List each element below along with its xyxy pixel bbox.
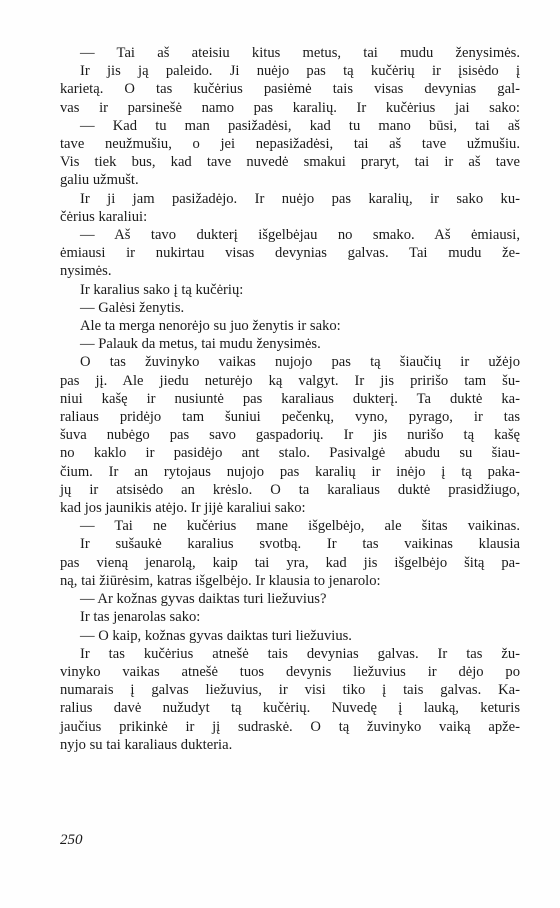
text-line: — O kaip, kožnas gyvas daiktas turi liežuvius. <box>80 627 352 644</box>
text-line: ralius davė nužudyt tą kučėrių. Nuvedę į lauką, keturis <box>60 700 520 717</box>
text-line: jų ir atsisėdo an krėslo. O ta karaliaus duktė prasidžiugo, <box>60 481 520 498</box>
text-line: — Kad tu man pasižadėsi, kad tu mano būsi, tai aš <box>80 117 520 134</box>
text-line: Ir jis ją paleido. Ji nuėjo pas tą kučėrių ir įsisėdo į <box>80 63 520 80</box>
text-line: karietą. O tas kučėrius pasiėmė tais visas devynias gal- <box>60 81 520 98</box>
text-line: — Galėsi ženytis. <box>80 299 185 316</box>
text-line: pas jį. Ale jiedu neturėjo ką valgyt. Ir jis pririšo tam šu- <box>60 372 520 389</box>
text-line: pas vieną jenarolą, kaip tai yra, kad jis išgelbėjo šitą pa- <box>60 554 520 571</box>
text-line: nysimės. <box>60 263 112 280</box>
text-line: — Ar kožnas gyvas daiktas turi liežuvius? <box>80 591 327 608</box>
text-line: raliaus pridėjo tam šuniui pečenkų, vyno, pyrago, ir tas <box>60 409 520 426</box>
text-line: šuva nubėgo pas savo gaspadorių. Ir jis nurišo tą kašę <box>60 427 520 444</box>
text-line: čėrius karaliui: <box>60 208 148 225</box>
text-line: vas ir parsinešė namo pas karalių. Ir kučėrius jai sako: <box>60 99 520 116</box>
page-body-text <box>60 44 520 754</box>
text-line: tave neužmušiu, o jei nepasižadėsi, tai aš tave užmušiu. <box>60 136 520 153</box>
text-line: Ir tas kučėrius atnešė tais devynias galvas. Ir tas žu- <box>80 645 520 662</box>
text-line: O tas žuvinyko vaikas nujojo pas tą šiaučių ir užėjo <box>80 354 520 371</box>
text-line: — Palauk da metus, tai mudu ženysimės. <box>80 336 321 353</box>
text-line: Ir karalius sako į tą kučėrių: <box>80 281 244 298</box>
text-line: ėmiausi ir nukirtau visas devynias galvas. Tai mudu že- <box>60 245 520 262</box>
text-line: vinyko vaikas atnešė tuos devynis liežuvius ir dėjo po <box>60 663 520 680</box>
text-line: — Tai aš ateisiu kitus metus, tai mudu ženysimės. <box>80 45 520 61</box>
text-line: — Aš tavo dukterį išgelbėjau no smako. Aš ėmiausi, <box>80 227 520 244</box>
text-line: Vis tiek bus, kad tave nuvedė smakui praryt, tai ir aš tave <box>60 154 520 171</box>
text-line: niui kašę ir nusiuntė pas karaliaus dukterį. Ta duktė ka- <box>60 390 520 407</box>
text-line: no kaklo ir pasidėjo ant stalo. Pasivalgė abudu su šiau- <box>60 445 520 462</box>
text-line: numarais į galvas liežuvius, ir visi tiko į tais galvas. Ka- <box>60 682 520 699</box>
text-line: čium. Ir an rytojaus nujojo pas karalių ir inėjo į tą paka- <box>60 463 520 480</box>
text-line: jaučius prikinkė ir jį sudraskė. O tą žuvinyko vaiką apže- <box>60 718 520 735</box>
text-line: nyjo su tai karaliaus dukteria. <box>60 736 233 753</box>
text-line: kad jos jaunikis atėjo. Ir jijė karaliui sako: <box>60 500 306 517</box>
text-line: ną, tai žiūrėsim, katras išgelbėjo. Ir klausia to jenarolo: <box>60 572 381 589</box>
text-line: galiu užmušt. <box>60 172 139 189</box>
text-line: Ale ta merga nenorėjo su juo ženytis ir sako: <box>80 318 341 335</box>
text-line: Ir ji jam pasižadėjo. Ir nuėjo pas karalių, ir sako ku- <box>80 190 520 207</box>
text-line: — Tai ne kučėrius mane išgelbėjo, ale šitas vaikinas. <box>80 518 520 535</box>
text-line: Ir tas jenarolas sako: <box>80 609 201 626</box>
page-number: 250 <box>60 832 83 848</box>
text-line: Ir sušaukė karalius svotbą. Ir tas vaikinas klausia <box>80 536 520 553</box>
